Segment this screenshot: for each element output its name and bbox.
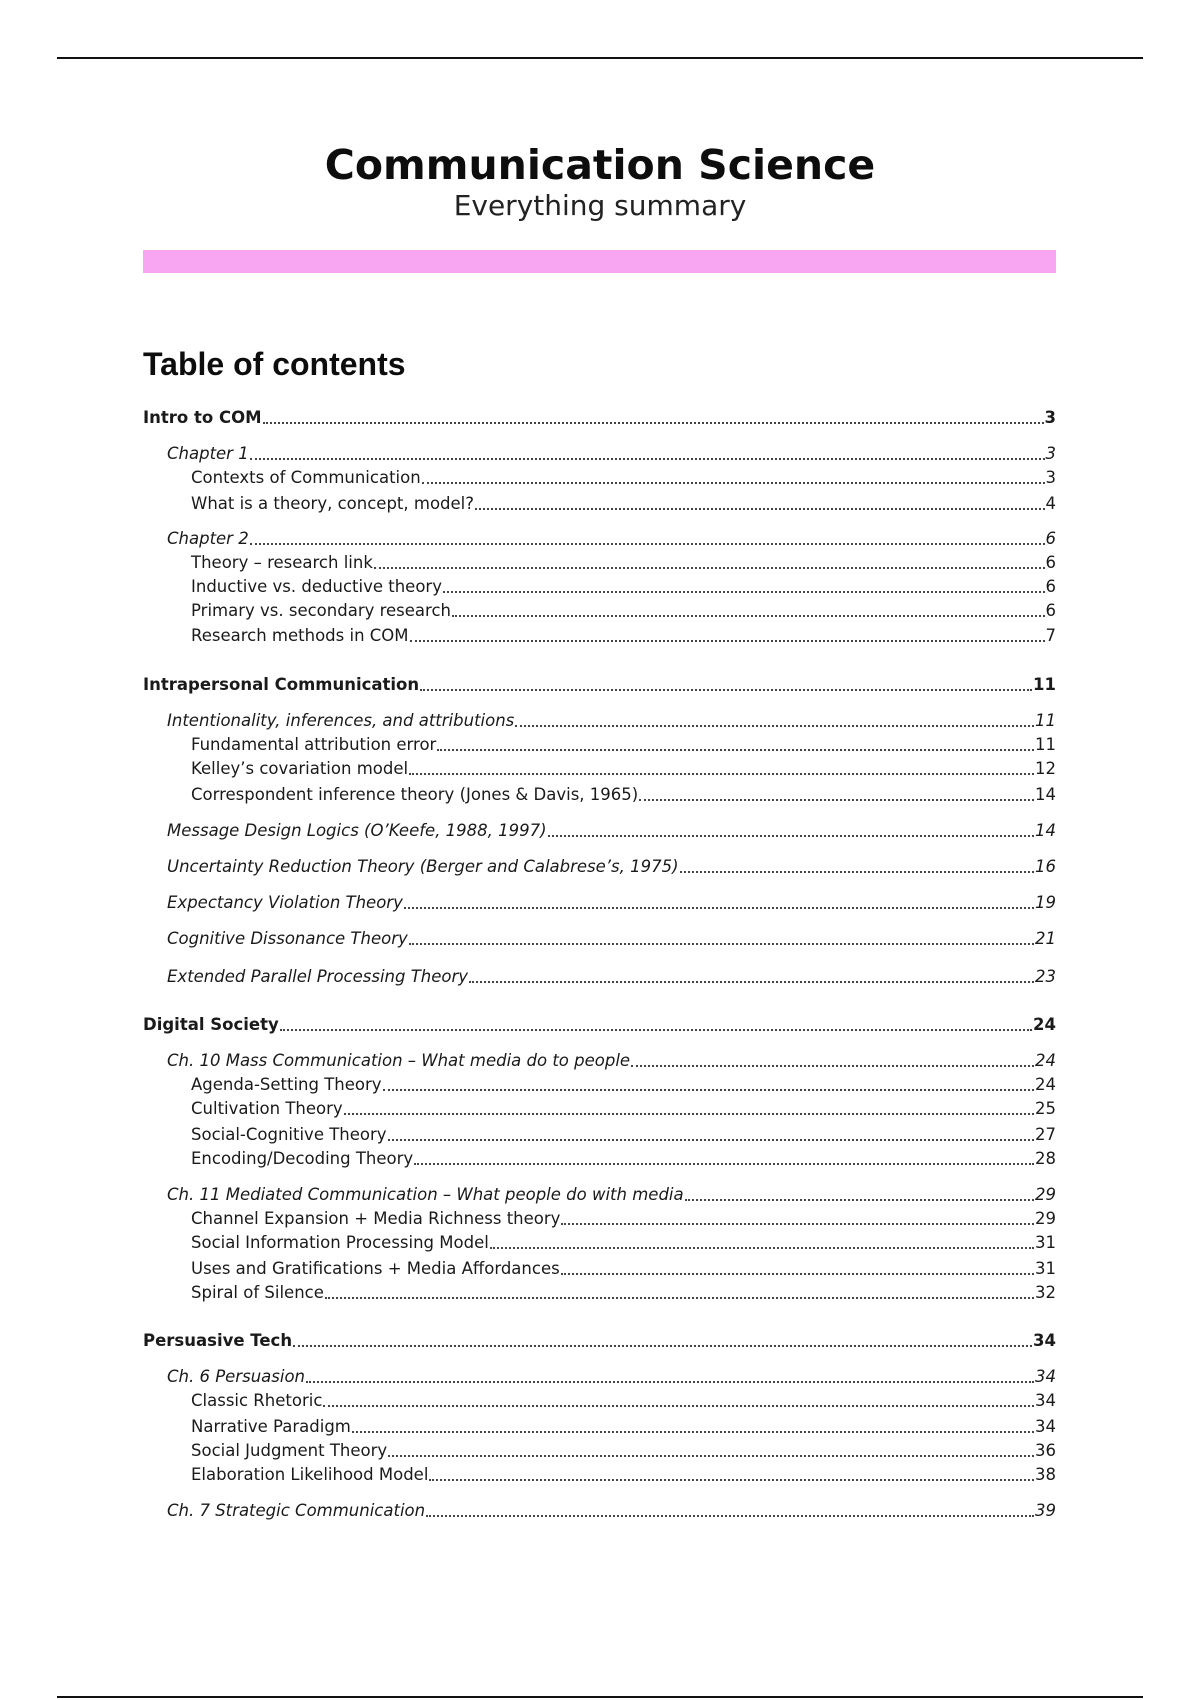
toc-entry[interactable] <box>143 818 1056 842</box>
dot-leader <box>437 749 1034 751</box>
dot-leader <box>250 543 1045 545</box>
dot-leader <box>409 773 1034 775</box>
toc-entry[interactable] <box>143 926 1056 950</box>
toc-entry-page-number: 34 <box>1035 1391 1056 1410</box>
dot-leader <box>426 1515 1034 1517</box>
toc-entry-page-number: 39 <box>1035 1501 1056 1520</box>
toc-entry-label: Uncertainty Reduction Theory (Berger and Calabrese’s, 1975) <box>167 857 679 876</box>
toc-entry-label: Social-Cognitive Theory <box>191 1125 387 1144</box>
toc-entry-label: Kelley’s covariation model <box>191 759 409 778</box>
document-subtitle: Everything summary <box>453 189 747 222</box>
dot-leader <box>404 907 1034 909</box>
toc-entry[interactable] <box>143 1072 1056 1096</box>
toc-entry[interactable] <box>143 491 1056 515</box>
toc-entry-page-number: 28 <box>1035 1149 1056 1168</box>
toc-entry[interactable] <box>143 1438 1056 1462</box>
toc-entry-label: Intentionality, inferences, and attributions <box>167 711 515 730</box>
toc-entry[interactable] <box>143 1462 1056 1486</box>
toc-entry-page-number: 19 <box>1035 893 1056 912</box>
toc-entry-page-number: 25 <box>1035 1099 1056 1118</box>
toc-entry-page-number: 6 <box>1045 577 1056 596</box>
dot-leader <box>374 567 1045 569</box>
toc-entry[interactable] <box>143 1280 1056 1304</box>
toc-entry[interactable] <box>143 732 1056 756</box>
dot-leader <box>280 1029 1032 1031</box>
toc-entry-label: Ch. 11 Mediated Communication – What people do with media <box>167 1185 684 1204</box>
toc-entry-page-number: 24 <box>1035 1051 1056 1070</box>
toc-entry-page-number: 14 <box>1035 821 1056 840</box>
toc-entry-page-number: 4 <box>1045 494 1056 513</box>
toc-entry-label: Contexts of Communication <box>191 468 421 487</box>
toc-entry-label: What is a theory, concept, model? <box>191 494 475 513</box>
toc-entry-page-number: 34 <box>1033 1331 1056 1350</box>
dot-leader <box>293 1345 1032 1347</box>
toc-entry[interactable] <box>143 1048 1056 1072</box>
toc-entry-label: Uses and Gratifications + Media Affordances <box>191 1259 560 1278</box>
toc-entry[interactable] <box>143 890 1056 914</box>
toc-entry[interactable] <box>143 1012 1056 1036</box>
dot-leader <box>685 1199 1034 1201</box>
toc-entry-page-number: 3 <box>1045 468 1056 487</box>
toc-entry[interactable] <box>143 405 1056 429</box>
toc-entry-label: Primary vs. secondary research <box>191 601 451 620</box>
dot-leader <box>352 1431 1034 1433</box>
toc-entry[interactable] <box>143 1388 1056 1412</box>
dot-leader <box>383 1089 1034 1091</box>
toc-entry[interactable] <box>143 1096 1056 1120</box>
toc-entry-label: Chapter 2 <box>167 529 249 548</box>
toc-entry-label: Theory – research link <box>191 553 373 572</box>
toc-entry[interactable] <box>143 1146 1056 1170</box>
toc-entry-page-number: 16 <box>1035 857 1056 876</box>
toc-entry-page-number: 36 <box>1035 1441 1056 1460</box>
toc-entry-label: Message Design Logics (O’Keefe, 1988, 1997) <box>167 821 547 840</box>
toc-entry[interactable] <box>143 964 1056 988</box>
document-title: Communication Science <box>324 141 876 189</box>
toc-entry-page-number: 27 <box>1035 1125 1056 1144</box>
toc-entry[interactable] <box>143 623 1056 647</box>
dot-leader <box>490 1247 1034 1249</box>
dot-leader <box>680 871 1034 873</box>
toc-entry-label: Social Information Processing Model <box>191 1233 489 1252</box>
dot-leader <box>631 1065 1034 1067</box>
dot-leader <box>414 1163 1034 1165</box>
bottom-rule <box>57 1696 1143 1698</box>
toc-entry-label: Chapter 1 <box>167 444 249 463</box>
toc-entry-page-number: 6 <box>1045 553 1056 572</box>
toc-entry[interactable] <box>143 465 1056 489</box>
toc-entry[interactable] <box>143 708 1056 732</box>
toc-entry[interactable] <box>143 1230 1056 1254</box>
toc-entry[interactable] <box>143 672 1056 696</box>
dot-leader <box>422 482 1045 484</box>
toc-entry[interactable] <box>143 574 1056 598</box>
toc-entry[interactable] <box>143 598 1056 622</box>
toc-entry[interactable] <box>143 1414 1056 1438</box>
dot-leader <box>306 1381 1034 1383</box>
toc-entry[interactable] <box>143 441 1056 465</box>
toc-entry-page-number: 11 <box>1035 735 1056 754</box>
toc-entry-label: Ch. 6 Persuasion <box>167 1367 305 1386</box>
toc-entry[interactable] <box>143 1206 1056 1230</box>
toc-entry-page-number: 3 <box>1044 408 1056 427</box>
toc-entry-page-number: 31 <box>1035 1233 1056 1252</box>
dot-leader <box>561 1273 1034 1275</box>
toc-entry-label: Ch. 7 Strategic Communication <box>167 1501 426 1520</box>
toc-entry-page-number: 24 <box>1033 1015 1056 1034</box>
toc-entry-label: Inductive vs. deductive theory <box>191 577 442 596</box>
dot-leader <box>250 458 1045 460</box>
toc-entry-page-number: 29 <box>1035 1185 1056 1204</box>
toc-entry-page-number: 23 <box>1035 967 1056 986</box>
top-rule <box>57 57 1143 59</box>
toc-entry-page-number: 14 <box>1035 785 1056 804</box>
toc-entry-label: Ch. 10 Mass Communication – What media do to people <box>167 1051 631 1070</box>
toc-entry[interactable] <box>143 1328 1056 1352</box>
accent-bar <box>143 250 1056 273</box>
toc-entry-label: Expectancy Violation Theory <box>167 893 403 912</box>
toc-entry-page-number: 6 <box>1045 601 1056 620</box>
toc-entry[interactable] <box>143 526 1056 550</box>
dot-leader <box>443 591 1045 593</box>
toc-entry-page-number: 34 <box>1035 1367 1056 1386</box>
toc-entry[interactable] <box>143 550 1056 574</box>
toc-entry-label: Narrative Paradigm <box>191 1417 351 1436</box>
toc-entry-label: Intrapersonal Communication <box>143 675 420 694</box>
toc-entry-label: Social Judgment Theory <box>191 1441 388 1460</box>
toc-entry-page-number: 34 <box>1035 1417 1056 1436</box>
toc-entry-page-number: 29 <box>1035 1209 1056 1228</box>
toc-entry-label: Cultivation Theory <box>191 1099 343 1118</box>
dot-leader <box>548 835 1034 837</box>
dot-leader <box>452 615 1045 617</box>
dot-leader <box>409 943 1034 945</box>
toc-entry[interactable] <box>143 1122 1056 1146</box>
toc-entry-label: Spiral of Silence <box>191 1283 324 1302</box>
dot-leader <box>469 981 1034 983</box>
dot-leader <box>420 689 1032 691</box>
toc-entry-page-number: 12 <box>1035 759 1056 778</box>
dot-leader <box>475 508 1044 510</box>
toc-entry[interactable] <box>143 1256 1056 1280</box>
toc-entry-page-number: 7 <box>1045 626 1056 645</box>
toc-entry-label: Agenda-Setting Theory <box>191 1075 382 1094</box>
dot-leader <box>263 422 1044 424</box>
dot-leader <box>388 1455 1034 1457</box>
toc-entry-label: Persuasive Tech <box>143 1331 293 1350</box>
toc-entry-label: Channel Expansion + Media Richness theory <box>191 1209 561 1228</box>
dot-leader <box>325 1297 1034 1299</box>
toc-entry-page-number: 31 <box>1035 1259 1056 1278</box>
toc-entry-label: Extended Parallel Processing Theory <box>167 967 469 986</box>
toc-entry-page-number: 21 <box>1035 929 1056 948</box>
dot-leader <box>388 1139 1034 1141</box>
toc-entry[interactable] <box>143 1182 1056 1206</box>
toc-entry-label: Intro to COM <box>143 408 262 427</box>
toc-entry-label: Classic Rhetoric <box>191 1391 323 1410</box>
toc-entry[interactable] <box>143 1364 1056 1388</box>
dot-leader <box>515 725 1034 727</box>
toc-entry-page-number: 11 <box>1033 675 1056 694</box>
toc-entry-page-number: 32 <box>1035 1283 1056 1302</box>
toc-entry-label: Research methods in COM <box>191 626 409 645</box>
toc-heading: Table of contents <box>143 346 406 382</box>
toc-entry-page-number: 38 <box>1035 1465 1056 1484</box>
toc-entry-label: Correspondent inference theory (Jones & Davis, 1965) <box>191 785 639 804</box>
toc-entry-label: Elaboration Likelihood Model <box>191 1465 429 1484</box>
dot-leader <box>561 1223 1034 1225</box>
toc-entry[interactable] <box>143 756 1056 780</box>
toc-entry[interactable] <box>143 1498 1056 1522</box>
dot-leader <box>429 1479 1034 1481</box>
toc-entry-page-number: 3 <box>1045 444 1056 463</box>
toc-entry-page-number: 11 <box>1035 711 1056 730</box>
dot-leader <box>639 799 1034 801</box>
toc-entry-page-number: 24 <box>1035 1075 1056 1094</box>
toc-entry-label: Encoding/Decoding Theory <box>191 1149 414 1168</box>
toc-entry[interactable] <box>143 854 1056 878</box>
toc-entry-label: Fundamental attribution error <box>191 735 437 754</box>
toc-entry-page-number: 6 <box>1045 529 1056 548</box>
toc-entry[interactable] <box>143 782 1056 806</box>
dot-leader <box>323 1405 1034 1407</box>
dot-leader <box>410 640 1045 642</box>
dot-leader <box>344 1113 1034 1115</box>
toc-entry-label: Digital Society <box>143 1015 279 1034</box>
toc-entry-label: Cognitive Dissonance Theory <box>167 929 408 948</box>
